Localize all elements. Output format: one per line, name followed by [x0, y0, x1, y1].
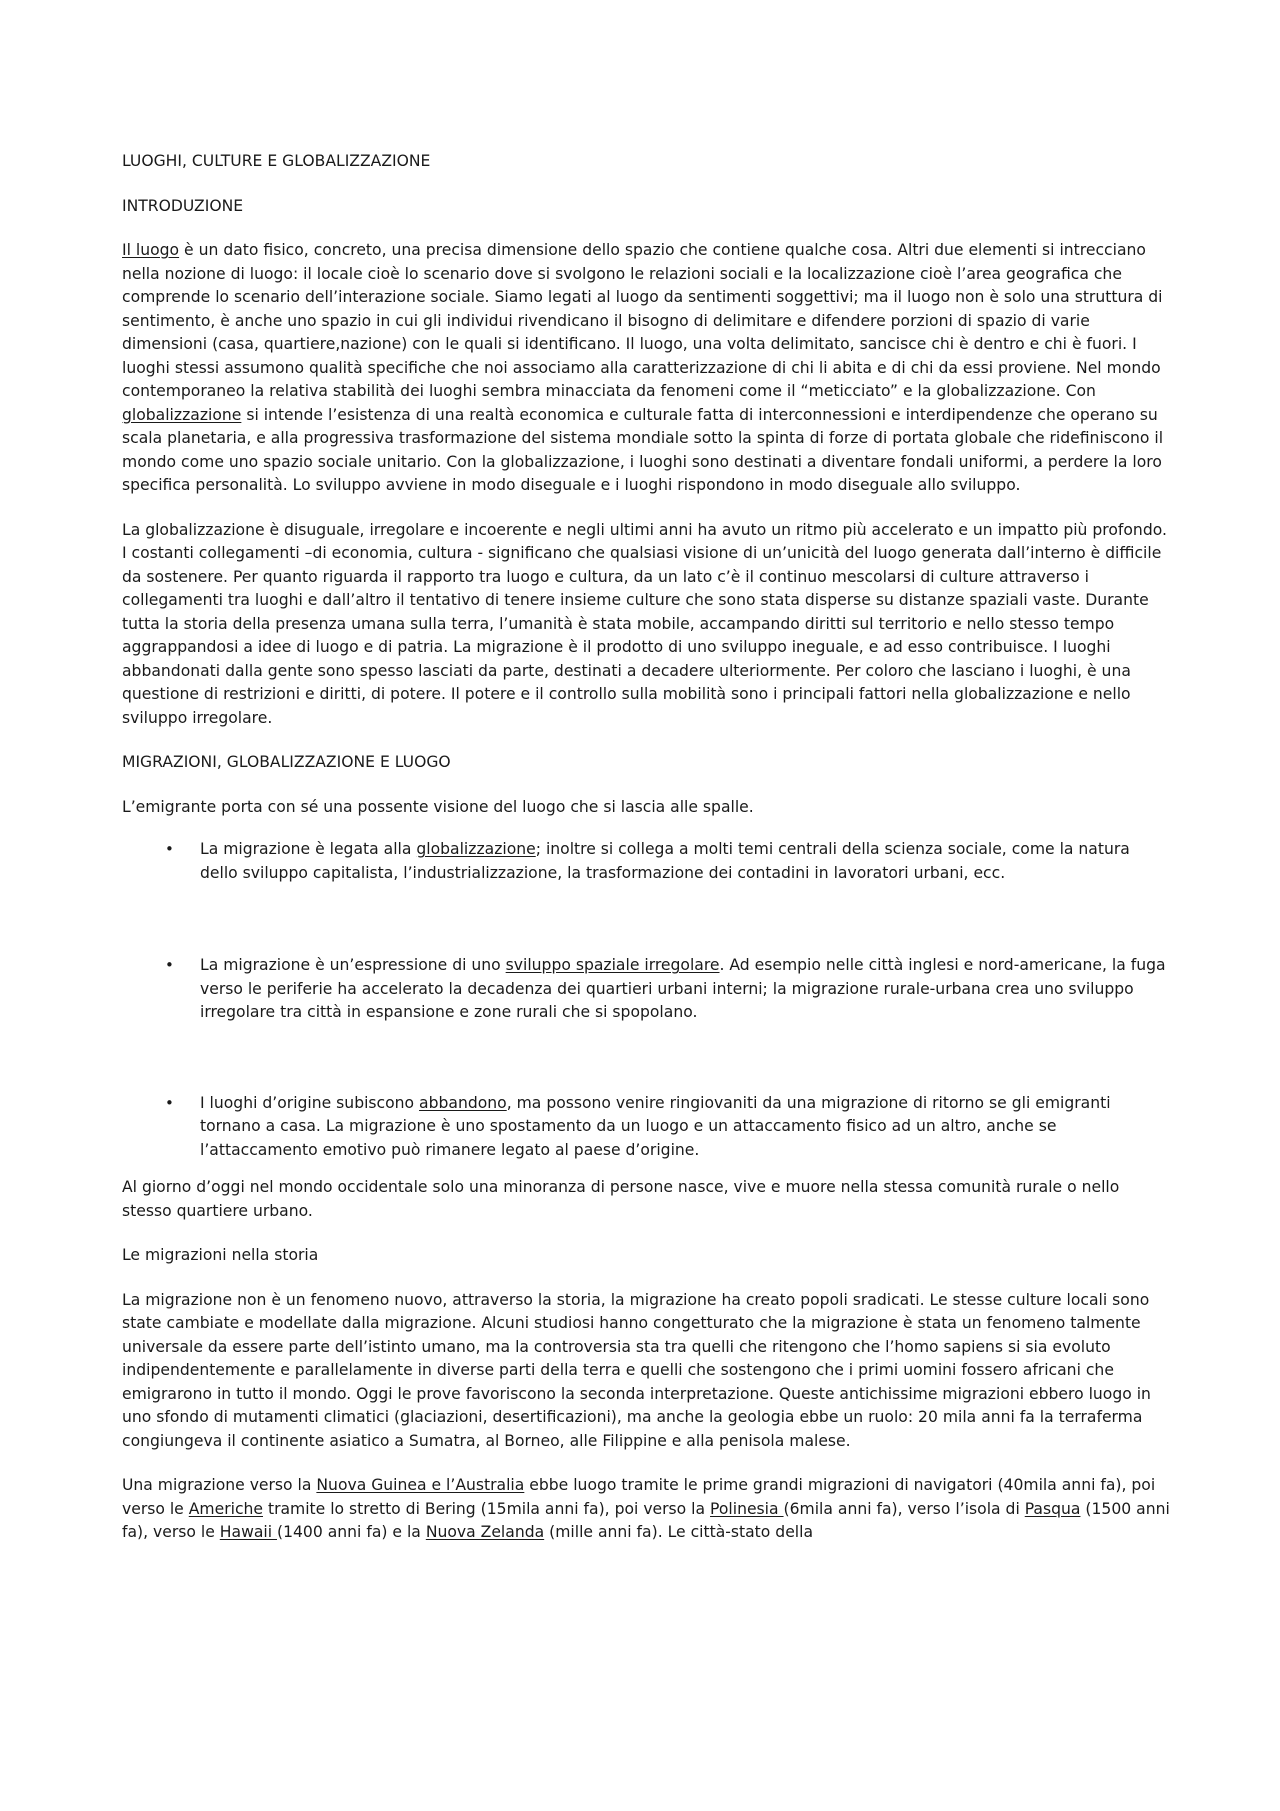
underlined-term: abbandono: [419, 1093, 507, 1112]
paragraph-luogo: [122, 239, 1172, 498]
section-heading-migrazioni: MIGRAZIONI, GLOBALIZZAZIONE E LUOGO: [122, 753, 451, 771]
paragraph-text: (1500 anni fa), verso le: [122, 1499, 1170, 1541]
document-title: LUOGHI, CULTURE E GLOBALIZZAZIONE: [122, 152, 431, 170]
list-item-text: . Ad esempio nelle città inglesi e nord-americane, la fuga verso le periferie ha accelerato la decadenza dei quartieri urbani interni; la migrazione rurale-urbana crea uno sviluppo irregolare tra città in espansione e zone rurali che si spopolano.: [200, 956, 1166, 1021]
document-page: [122, 150, 1172, 1566]
section-heading-introduzione: INTRODUZIONE: [122, 196, 244, 215]
underlined-term-hawaii: Hawaii: [219, 1523, 277, 1541]
underlined-term-americhe: Americhe: [188, 1499, 263, 1518]
underlined-term-polinesia: Polinesia: [710, 1499, 784, 1518]
list-item: [122, 838, 1172, 885]
paragraph-text: (1400 anni fa) e la: [277, 1523, 426, 1541]
underlined-term: globalizzazione: [416, 840, 536, 858]
list-item-text: La migrazione è un’espressione di uno: [200, 956, 506, 974]
paragraph-rotte-migratorie: [122, 1474, 1172, 1545]
underlined-term-globalizzazione: globalizzazione: [122, 405, 242, 424]
paragraph-text: si intende l’esistenza di una realtà economica e culturale fatta di interconnessioni e interdipendenze che operano su scala planetaria, e alla progressiva trasformazione del sistema mondiale sotto la spinta di forze di portata globale che ridefiniscono il mondo come uno spazio sociale unitario. Con la globalizzazione, i luoghi sono destinati a diventare fondali uniformi, a perdere la loro specifica personalità. Lo sviluppo avviene in modo diseguale e i luoghi rispondono in modo diseguale allo sviluppo.: [122, 405, 1164, 494]
paragraph-text: (6mila anni fa), verso l’isola di: [783, 1499, 1025, 1518]
paragraph-storia: La migrazione non è un fenomeno nuovo, attraverso la storia, la migrazione ha creato popoli sradicati. Le stesse culture locali sono state cambiate e modellate dalla migrazione. Alcuni studiosi hanno congetturato che la migrazione è stata un fenomeno talmente universale da essere parte dell’istinto umano, ma la controversia sta tra quelli che ritengono che l’homo sapiens si sia evoluto indipendentemente e parallelamente in diverse parti della terra e quelli che sostengono che i primi uomini fossero africani che emigrarono in tutto il mondo. Oggi le prove favoriscono la seconda interpretazione. Queste antichissime migrazioni ebbero luogo in uno sfondo di mutamenti climatici (glaciazioni, desertificazioni), ma anche la geologia ebbe un ruolo: 20 mila anni fa la terraferma congiungeva il continente asiatico a Sumatra, al Borneo, alle Filippine e alla penisola malese.: [122, 1290, 1151, 1450]
underlined-term-nuova-zelanda: Nuova Zelanda: [425, 1523, 545, 1541]
list-spacer: [122, 885, 1172, 954]
bullet-list: [122, 838, 1172, 1162]
underlined-term-pasqua: Pasqua: [1024, 1499, 1081, 1518]
underlined-term: sviluppo spaziale irregolare: [505, 956, 720, 974]
paragraph-text: è un dato fisico, concreto, una precisa dimensione dello spazio che contiene qualche cosa. Altri due elementi si intrecciano nella nozione di luogo: il locale cioè lo scenario dove si svolgono le relazioni sociali e la localizzazione cioè l’area geografica che comprende lo scenario dell’interazione sociale. Siamo legati al luogo da sentimenti soggettivi; ma il luogo non è solo una struttura di sentimento, è anche uno spazio in cui gli individui rivendicano il bisogno di delimitare e difendere porzioni di spazio di varie dimensioni (casa, quartiere,nazione) con le quali si identificano. Il luogo, una volta delimitato, sancisce chi è dentro e chi è fuori. I luoghi stessi assumono qualità specifiche che noi associamo alla caratterizzazione di chi li abita e di chi da essi proviene. Nel mondo contemporaneo la relativa stabilità dei luoghi sembra minacciata da fenomeni come il “meticciato” e la globalizzazione. Con: [122, 241, 1163, 400]
list-item-text: ; inoltre si collega a molti temi centrali della scienza sociale, come la natura dello sviluppo capitalista, l’industrializzazione, la trasformazione dei contadini in lavoratori urbani, ecc.: [200, 840, 1130, 882]
list-item-text: I luoghi d’origine subiscono: [200, 1093, 420, 1112]
paragraph-text: Una migrazione verso la: [122, 1476, 317, 1494]
list-item: [122, 954, 1172, 1025]
list-item: [122, 1092, 1172, 1163]
bullet-icon: •: [165, 1093, 174, 1112]
paragraph-emigrante: L’emigrante porta con sé una possente visione del luogo che si lascia alle spalle.: [122, 797, 754, 816]
list-bottom-spacer: [122, 1162, 1172, 1176]
paragraph-text: (mille anni fa). Le città-stato della: [544, 1523, 814, 1541]
paragraph-globalizzazione: La globalizzazione è disuguale, irregolare e incoerente e negli ultimi anni ha avuto un ritmo più accelerato e un impatto più profondo. I costanti collegamenti –di economia, cultura - significano che qualsiasi visione di un’unicità del luogo generata dall’interno è difficile da sostenere. Per quanto riguarda il rapporto tra luogo e cultura, da un lato c’è il continuo mescolarsi di culture attraverso i collegamenti tra luoghi e dall’altro il tentativo di tenere insieme culture che sono stata disperse su distanze spaziali vaste. Durante tutta la storia della presenza umana sulla terra, l’umanità è stata mobile, accampando diritti sul territorio e nello stesso tempo aggrappandosi a idee di luogo e di patria. La migrazione è il prodotto di uno sviluppo ineguale, e ad esso contribuisce. I luoghi abbandonati dalla gente sono spesso lasciati da parte, destinati a decadere ulteriormente. Per coloro che lasciano i luoghi, è una questione di restrizioni e diritti, di potere. Il potere e il controllo sulla mobilità sono i principali fattori nella globalizzazione e nello sviluppo irregolare.: [122, 520, 1167, 727]
paragraph-occidentale: Al giorno d’oggi nel mondo occidentale solo una minoranza di persone nasce, vive e muore nella stessa comunità rurale o nello stesso quartiere urbano.: [122, 1178, 1120, 1220]
underlined-term-nuova-guinea: Nuova Guinea e l’Australia: [316, 1476, 525, 1494]
paragraph-text: ebbe luogo tramite le prime grandi migrazioni di navigatori (40mila anni fa), poi verso le: [122, 1476, 1156, 1518]
bullet-icon: •: [165, 956, 174, 974]
list-spacer: [122, 1025, 1172, 1092]
underlined-term-il-luogo: Il luogo: [122, 241, 180, 259]
bullet-icon: •: [165, 840, 174, 858]
list-item-text: La migrazione è legata alla: [200, 840, 417, 858]
paragraph-text: tramite lo stretto di Bering (15mila anni fa), poi verso la: [263, 1499, 711, 1518]
section-heading-storia: Le migrazioni nella storia: [122, 1246, 319, 1264]
list-item-text: , ma possono venire ringiovaniti da una migrazione di ritorno se gli emigranti tornano a casa. La migrazione è uno spostamento da un luogo e un attaccamento fisico ad un altro, anche se l’attaccamento emotivo può rimanere legato al paese d’origine.: [200, 1093, 1111, 1159]
